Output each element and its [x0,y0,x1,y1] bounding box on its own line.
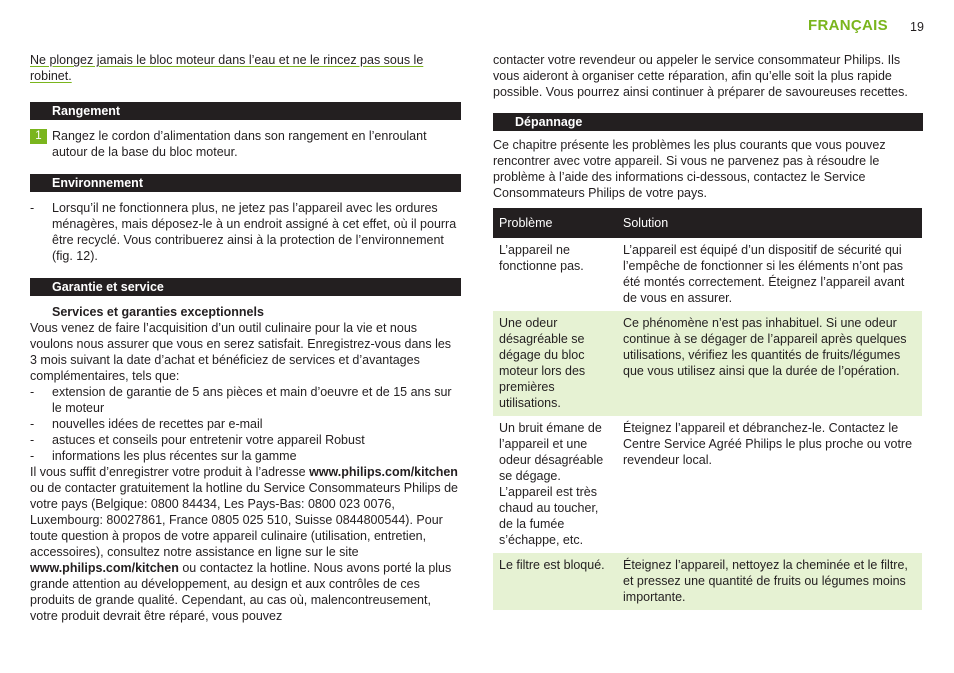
kitchen-url-link[interactable]: www.philips.com/kitchen [309,465,458,479]
troubleshooting-table [493,208,922,610]
page-number: 19 [910,20,924,34]
environnement-item: - Lorsqu’il ne fonctionnera plus, ne jetez pas l’appareil avec les ordures ménagères, mais déposez-le à un endroit assigné à cet effet, où il pourra être recyclé. Vous contribuerez ainsi à la protection de l’environnement (fig. 12). [30,200,461,264]
solution-cell: L’appareil est équipé d’un dispositif de sécurité qui l’empêche de fonctionner si les éléments n’ont pas été montés correctement. Éteignez l’appareil avant de vous en assurer. [623,243,905,305]
list-item: - extension de garantie de 5 ans pièces et main d’oeuvre et de 15 ans sur le moteur [30,384,461,416]
garantie-text-a: Il vous suffit d’enregistrer votre produit à l’adresse [30,465,310,479]
garantie-subtitle: Services et garanties exceptionnels [52,305,264,319]
problem-cell: L’appareil ne fonctionne pas. [499,243,584,273]
solution-cell: Éteignez l’appareil, nettoyez la cheminée et le filtre, et pressez une quantité de fruits ou légumes moins importante. [617,553,922,610]
list-item: - astuces et conseils pour entretenir votre appareil Robust [30,432,461,448]
problem-cell: Un bruit émane de l’appareil et une odeur désagréable se dégage. L’appareil est très chaud au toucher, de la fumée s’échappe, etc. [499,421,604,547]
table-header-row [493,208,922,238]
section-header-depannage: Dépannage [493,113,923,131]
step-1 [30,128,461,160]
table-row [493,416,922,553]
garantie-intro: Vous venez de faire l’acquisition d’un outil culinaire pour la vie et nous voulons nous assurer que vous en serez satisfait. Enregistrez-vous dans les 3 mois suivant la date d’achat et bénéficiez de services et d’avantages complémentaires, tels que: [30,321,452,383]
table-row [493,238,922,311]
section-header-garantie: Garantie et service [30,278,461,296]
garantie-text-b: ou de contacter gratuitement la hotline du Service Consommateurs Philips de votre pays (Belgique: 0800 84434, Les Pays-Bas: 0800 023 0076, Luxembourg: 80027861, France 0805 025 510, Suisse 0844800544). Pour toute question à propos de votre appareil culinaire (utilisation, entretien, accessoires), consultez notre assistance en ligne sur le site [30,481,459,559]
section-header-rangement: Rangement [30,102,461,120]
column-header-probleme: Problème [493,208,617,238]
depannage-intro: Ce chapitre présente les problèmes les plus courants que vous pouvez rencontrer avec votre appareil. Si vous ne parvenez pas à résoudre le problème à l’aide des informations ci-dessous, contactez le Service Consommateurs Philips de votre pays. [493,138,886,200]
list-item: - nouvelles idées de recettes par e-mail [30,416,461,432]
step-text: Rangez le cordon d’alimentation dans son rangement en l’enroulant autour de la base du bloc moteur. [52,129,427,159]
garantie-paragraph [30,464,461,624]
garantie-text-c: ou contactez la hotline. Nous avons porté la plus grande attention au développement, au design et aux contrôles de ces produits de grande qualité. Cependant, au cas où, malencontreusement, votre produit devrait être réparé, vous pouvez [30,561,452,623]
language-label: FRANÇAIS [808,17,888,34]
section-header-environnement: Environnement [30,174,461,192]
continuation-text: contacter votre revendeur ou appeler le service consommateur Philips. Ils vous aideront à organiser cette réparation, afin qu’elle soit la plus rapide possible. Vous pourrez ainsi continuer à préparer de savoureuses recettes. [493,53,908,99]
list-item: - informations les plus récentes sur la gamme [30,448,461,464]
right-column [493,52,923,610]
column-header-solution: Solution [617,208,922,238]
problem-cell: Une odeur désagréable se dégage du bloc moteur lors des premières utilisations. [493,311,617,416]
warning-text: Ne plongez jamais le bloc moteur dans l’eau et ne le rincez pas sous le robinet. [30,53,424,83]
kitchen-url-link[interactable]: www.philips.com/kitchen [30,561,179,575]
solution-cell: Éteignez l’appareil et débranchez-le. Contactez le Centre Service Agréé Philips le plus proche ou votre revendeur local. [623,421,913,467]
left-column [30,52,461,624]
table-row [493,311,922,416]
problem-cell: Le filtre est bloqué. [493,553,617,610]
solution-cell: Ce phénomène n’est pas inhabituel. Si une odeur continue à se dégager de l’appareil après quelques utilisations, vérifiez les quantités de fruits/légumes que vous utilisez ainsi que la durée de l’opération. [617,311,922,416]
step-number-badge: 1 [30,129,47,144]
table-row [493,553,922,610]
